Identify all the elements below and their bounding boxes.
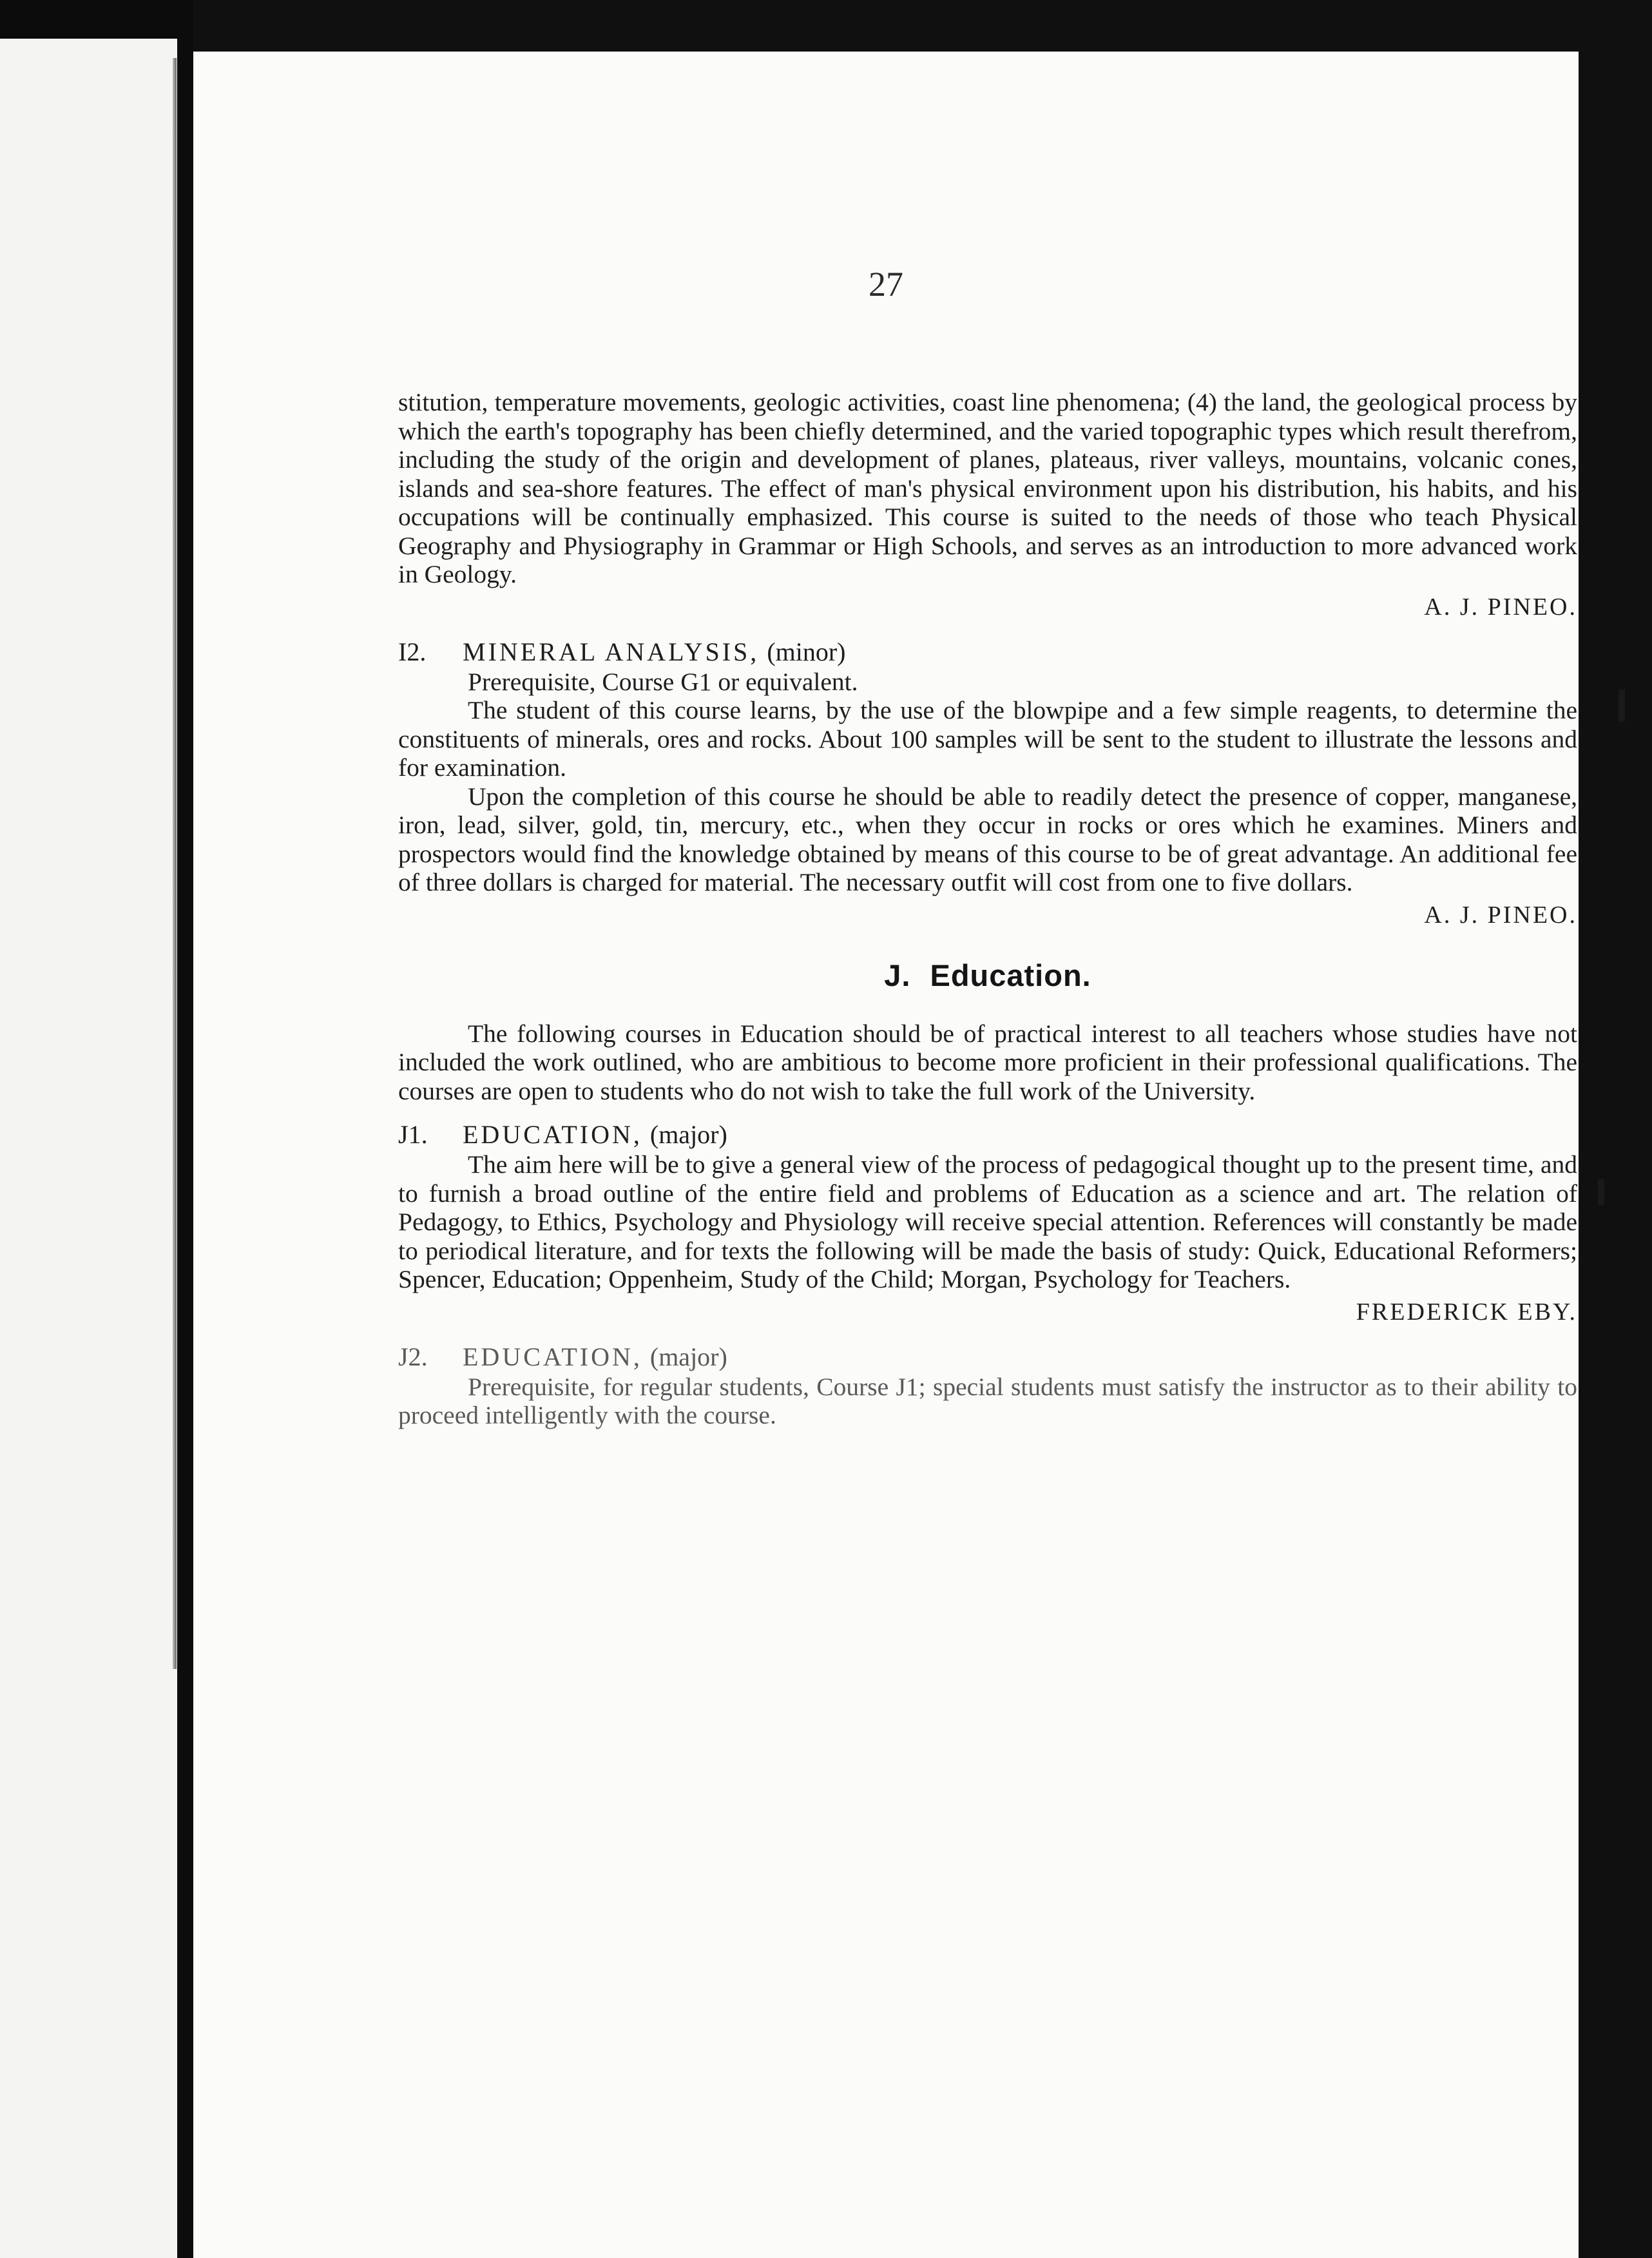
section-j-intro: The following courses in Education should be of practical interest to all teachers whose studies have not included the work outlined, who are ambitious to become more proficient in their professional qualifications. The courses are open to students who do not wish to take the full work of the University. xyxy=(398,1019,1577,1105)
course-i2-paragraph-2: Upon the completion of this course he should be able to readily detect the presence of copper, manganese, iron, lead, silver, gold, tin, mercury, etc., when they occur in rocks or ores which he examines. Miners and prospectors would find the knowledge obtained by means of this course to be of great advantage. An additional fee of three dollars is charged for material. The necessary outfit will cost from one to five dollars. xyxy=(398,782,1577,896)
previous-page-strip xyxy=(0,39,177,2258)
course-kind: (major) xyxy=(649,1342,727,1371)
course-kind: (major) xyxy=(649,1120,727,1149)
course-title: EDUCATION, xyxy=(463,1342,642,1371)
previous-page-edge xyxy=(173,58,177,1669)
scan-speck xyxy=(1598,1179,1604,1205)
section-title: Education. xyxy=(930,958,1091,992)
section-heading-education xyxy=(398,956,1577,995)
course-heading-j1 xyxy=(398,1119,1577,1150)
signature-pineo-1: A. J. PINEO. xyxy=(1424,593,1577,621)
signature-eby: FREDERICK EBY. xyxy=(1356,1298,1577,1326)
course-number: I2. xyxy=(398,637,427,666)
page-number: 27 xyxy=(869,265,903,304)
course-j1-paragraph: The aim here will be to give a general view of the process of pedagogical thought up to the present time, and to furnish a broad outline of the entire field and problems of Education as a science and art. The relation of Pedagogy, to Ethics, Psychology and Physiology will receive special attention. References will constantly be made to periodical literature, and for texts the following will be made the basis of study: Quick, Educational Reformers; Spencer, Education; Oppenheim, Study of the Child; Morgan, Psychology for Teachers. xyxy=(398,1150,1577,1293)
section-letter: J. xyxy=(884,958,911,992)
course-i2-paragraph-1: The student of this course learns, by the use of the blowpipe and a few simple reagents, to determine the constituents of minerals, ores and rocks. About 100 samples will be sent to the student to illustrate the lessons and for examination. xyxy=(398,696,1577,782)
course-i2-prerequisite: Prerequisite, Course G1 or equivalent. xyxy=(468,667,858,696)
signature-pineo-2: A. J. PINEO. xyxy=(1424,901,1577,929)
course-number: J1. xyxy=(398,1120,428,1149)
scan-speck xyxy=(1618,690,1625,722)
intro-paragraph: stitution, temperature movements, geologic activities, coast line phenomena; (4) the land, the geological process by which the earth's topography has been chiefly determined, and the varied topographic types which result therefrom, including the study of the origin and development of planes, plateaus, river valleys, mountains, volcanic cones, islands and sea-shore features. The effect of man's physical environment upon his distribution, his habits, and his occupations will be continually emphasized. This course is suited to the needs of those who teach Physical Geography and Physiography in Grammar or High Schools, and serves as an introduction to more advanced work in Geology. xyxy=(398,388,1577,588)
course-heading-i2 xyxy=(398,637,1577,668)
course-title: MINERAL ANALYSIS, xyxy=(463,637,760,666)
document-page xyxy=(193,52,1579,2258)
course-number: J2. xyxy=(398,1342,428,1371)
page-body xyxy=(398,388,1577,1430)
course-title: EDUCATION, xyxy=(463,1120,642,1149)
course-j2-paragraph: Prerequisite, for regular students, Course J1; special students must satisfy the instructor as to their ability to proceed intelligently with the course. xyxy=(398,1372,1577,1429)
course-kind: (minor) xyxy=(767,637,846,666)
course-heading-j2 xyxy=(398,1342,1577,1373)
